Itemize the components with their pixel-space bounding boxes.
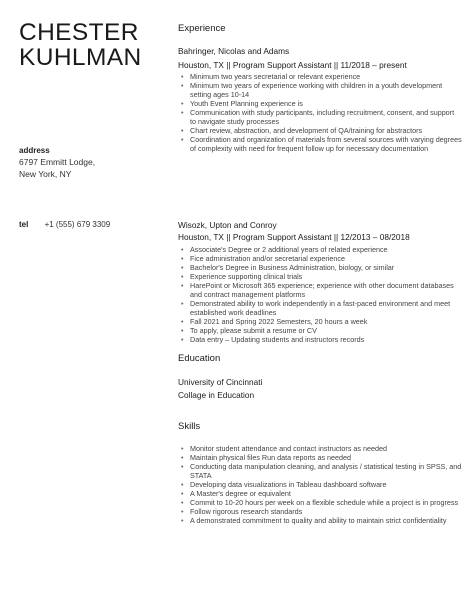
- list-item: • Communication with study participants, including recruitment, consent, and support to navigate study processes: [178, 108, 462, 126]
- skills-bullets: [178, 444, 462, 525]
- address-line-2: New York, NY: [19, 169, 72, 179]
- list-item: • Follow rigorous research standards: [178, 507, 462, 516]
- sidebar: [19, 19, 159, 229]
- list-item: • Bachelor's Degree in Business Administration, biology, or similar: [178, 263, 462, 272]
- address-line-1: 6797 Emmitt Lodge,: [19, 157, 96, 167]
- education-school: University of Cincinnati: [178, 377, 263, 387]
- list-item: • Minimum two years secretarial or relevant experience: [178, 72, 462, 81]
- job-2-role: Houston, TX || Program Support Assistant || 12/2013 – 08/2018: [178, 232, 410, 242]
- telephone: [19, 220, 110, 229]
- job-2-company: Wisozk, Upton and Conroy: [178, 220, 277, 230]
- skills-heading: Skills: [178, 421, 201, 432]
- list-item: • Developing data visualizations in Tableau dashboard software: [178, 480, 462, 489]
- list-item: • Monitor student attendance and contact instructors as needed: [178, 444, 462, 453]
- list-item: • To apply, please submit a resume or CV: [178, 326, 462, 335]
- list-item: • Demonstrated ability to work independently in a fast-paced environment and meet established work deadlines: [178, 299, 462, 317]
- list-item: • Youth Event Planning experience is: [178, 99, 462, 108]
- tel-value: +1 (555) 679 3309: [44, 220, 111, 229]
- list-item: • Associate's Degree or 2 additional years of related experience: [178, 245, 462, 254]
- education-heading: Education: [178, 353, 221, 364]
- list-item: • HarePoint or Microsoft 365 experience; experience with other document databases and contract management platforms: [178, 281, 462, 299]
- list-item: • Maintain physical files Run data reports as needed: [178, 453, 462, 462]
- list-item: • Fall 2021 and Spring 2022 Semesters, 20 hours a week: [178, 317, 462, 326]
- education-degree: Collage in Education: [178, 390, 255, 400]
- experience-heading: Experience: [178, 23, 226, 34]
- list-item: • A Master's degree or equivalent: [178, 489, 462, 498]
- tel-label: tel: [19, 220, 29, 229]
- list-item: • Commit to 10-20 hours per week on a flexible schedule while a project is in progress: [178, 498, 462, 507]
- list-item: • Chart review, abstraction, and development of QA/training for abstractors: [178, 126, 462, 135]
- list-item: • Minimum two years of experience working with children in a youth development setting ages 10-14: [178, 81, 462, 99]
- job-1-company: Bahringer, Nicolas and Adams: [178, 46, 290, 56]
- address-label: address: [19, 146, 50, 155]
- list-item: • Data entry – Updating students and instructors records: [178, 335, 462, 344]
- job-2-bullets: [178, 245, 462, 344]
- job-1-role: Houston, TX || Program Support Assistant || 11/2018 – present: [178, 60, 407, 70]
- job-1-bullets: [178, 72, 462, 153]
- list-item: • Coordination and organization of materials from several sources with varying degrees of complexity with need for frequent follow up for necessary documentation: [178, 135, 462, 153]
- name-last: KUHLMAN: [19, 44, 142, 71]
- list-item: • Experience supporting clinical trials: [178, 272, 462, 281]
- list-item: • A demonstrated commitment to quality and ability to maintain strict confidentiality: [178, 516, 462, 525]
- list-item: • Conducting data manipulation cleaning, and analysis / statistical testing in SPSS, and STATA: [178, 462, 462, 480]
- list-item: • Fice administration and/or secretarial experience: [178, 254, 462, 263]
- name-first: CHESTER: [19, 19, 139, 46]
